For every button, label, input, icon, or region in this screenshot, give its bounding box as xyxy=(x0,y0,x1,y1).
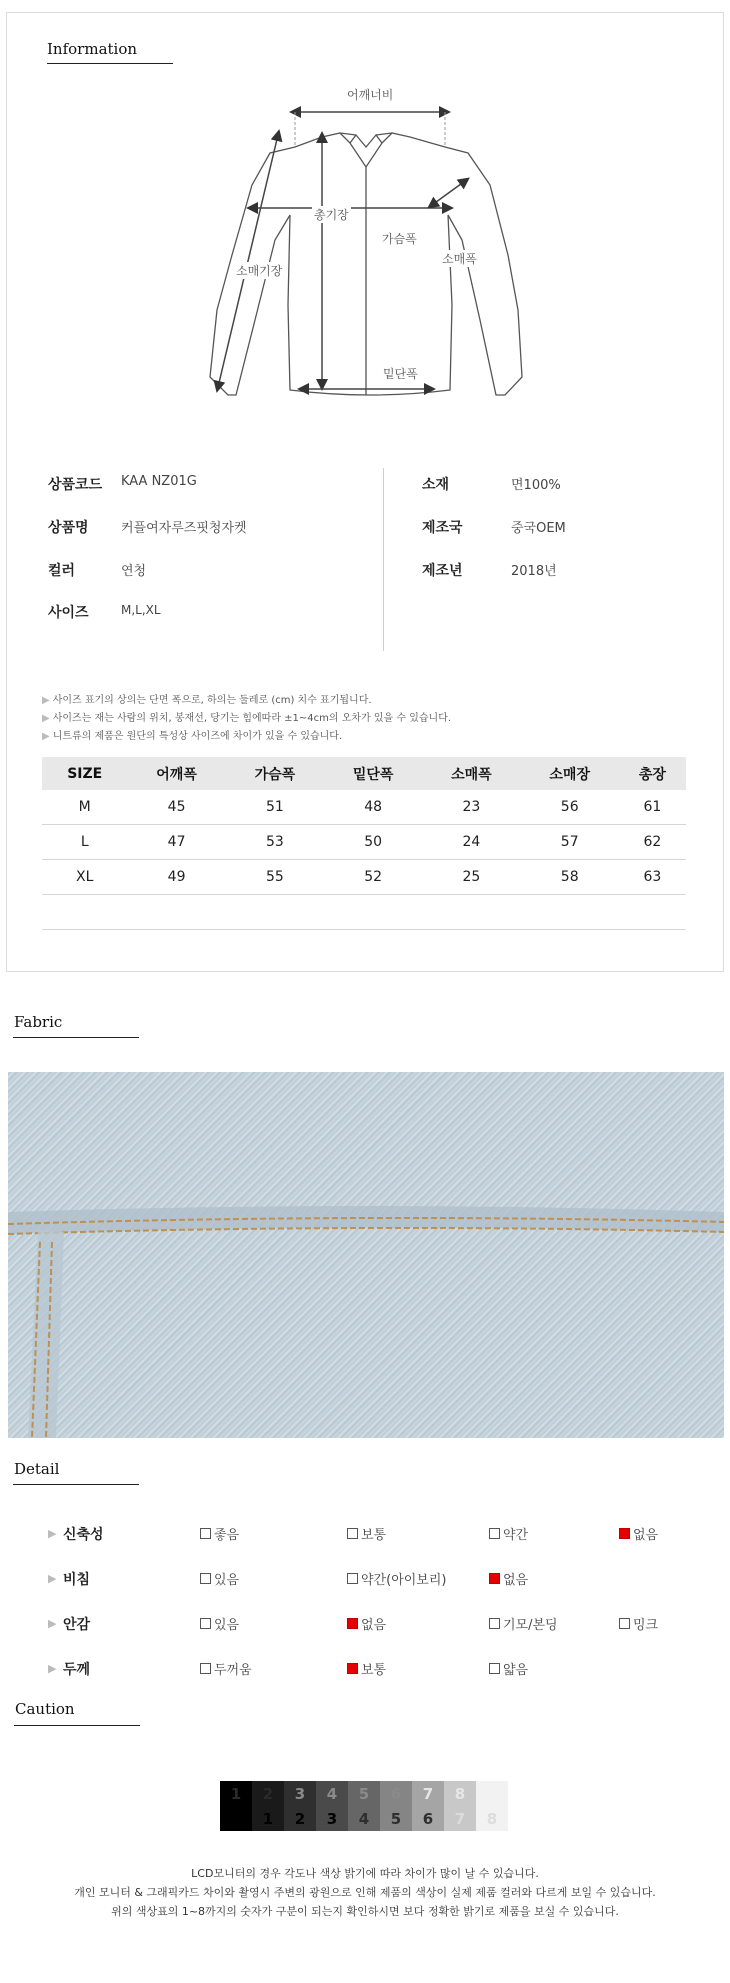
brightness-swatch-bottom: 7 xyxy=(444,1806,476,1831)
spec-key-size: 사이즈 xyxy=(48,605,89,621)
checkbox-icon xyxy=(489,1663,500,1674)
fabric-photo xyxy=(8,1072,724,1438)
spec-value-product-name: 커플여자루즈핏청자켓 xyxy=(121,521,247,536)
brightness-swatch-top: 6 xyxy=(380,1781,412,1806)
size-table xyxy=(42,757,686,930)
detail-option-stretch-slight[interactable]: 약간 xyxy=(489,1524,528,1543)
detail-key-thickness: 두께 xyxy=(63,1662,91,1678)
detail-bullet-icon: ▶ xyxy=(48,1662,57,1675)
detail-bullet-icon: ▶ xyxy=(48,1572,57,1585)
spec-key-product-code: 상품코드 xyxy=(48,477,103,493)
size-header-cell: 어깨폭 xyxy=(127,757,225,790)
brightness-swatch-bottom xyxy=(220,1806,252,1831)
brightness-color-chart xyxy=(220,1781,508,1831)
size-cell: 24 xyxy=(422,825,520,860)
table-row xyxy=(42,860,686,895)
checkbox-checked-icon xyxy=(489,1573,500,1584)
spec-value-year: 2018년 xyxy=(511,564,557,579)
size-cell: 51 xyxy=(226,790,324,825)
size-header-cell: 가슴폭 xyxy=(226,757,324,790)
detail-option-thickness-thick[interactable]: 두꺼움 xyxy=(200,1659,252,1678)
caution-line-2: 개인 모니터 & 그래픽카드 차이와 촬영시 주변의 광원으로 인해 제품의 색상이 실제 제품 컬러와 다르게 보일 수 있습니다. xyxy=(74,1886,656,1899)
brightness-swatch-bottom: 4 xyxy=(348,1806,380,1831)
checkbox-checked-icon xyxy=(619,1528,630,1539)
detail-option-sheer-slight[interactable]: 약간(아이보리) xyxy=(347,1569,447,1588)
detail-option-thickness-normal[interactable]: 보통 xyxy=(347,1659,386,1678)
information-title: Information xyxy=(47,40,138,58)
spec-value-color: 연청 xyxy=(121,564,147,579)
checkbox-icon xyxy=(200,1573,211,1584)
brightness-swatch-bottom: 1 xyxy=(252,1806,284,1831)
size-cell: 53 xyxy=(226,825,324,860)
brightness-swatch-top: 7 xyxy=(412,1781,444,1806)
checkbox-checked-icon xyxy=(347,1618,358,1629)
brightness-swatch-top: 3 xyxy=(284,1781,316,1806)
spec-key-country: 제조국 xyxy=(422,520,463,536)
size-cell: 63 xyxy=(619,860,686,895)
detail-option-lining-mink[interactable]: 밍크 xyxy=(619,1614,658,1633)
size-cell: 56 xyxy=(521,790,619,825)
detail-option-thickness-thin[interactable]: 얇음 xyxy=(489,1659,528,1678)
detail-option-stretch-good[interactable]: 좋음 xyxy=(200,1524,239,1543)
diagram-label-hem: 밑단폭 xyxy=(383,367,418,381)
size-cell: 25 xyxy=(422,860,520,895)
size-note-2: ▶ 사이즈는 재는 사람의 위치, 봉재선, 당기는 힘에따라 ±1~4cm의 오차가 있을 수 있습니다. xyxy=(42,713,452,724)
checkbox-icon xyxy=(489,1618,500,1629)
brightness-swatch-bottom: 6 xyxy=(412,1806,444,1831)
brightness-swatch-bottom: 2 xyxy=(284,1806,316,1831)
brightness-swatch-bottom: 3 xyxy=(316,1806,348,1831)
size-cell: 62 xyxy=(619,825,686,860)
brightness-swatch-bottom: 5 xyxy=(380,1806,412,1831)
size-cell: 52 xyxy=(324,860,422,895)
spec-key-material: 소재 xyxy=(422,477,450,493)
detail-option-sheer-none[interactable]: 없음 xyxy=(489,1569,528,1588)
size-header-cell: SIZE xyxy=(42,757,127,790)
detail-option-stretch-none[interactable]: 없음 xyxy=(619,1524,658,1543)
brightness-swatch-row-top xyxy=(220,1781,508,1806)
fabric-title: Fabric xyxy=(14,1013,63,1031)
size-table-header xyxy=(42,757,686,790)
caution-line-3: 위의 색상표의 1~8까지의 숫자가 구분이 되는지 확인하시면 보다 정확한 밝기로 제품을 보실 수 있습니다. xyxy=(111,1905,619,1918)
size-cell: 45 xyxy=(127,790,225,825)
brightness-swatch-row-bottom xyxy=(220,1806,508,1831)
spec-value-size: M,L,XL xyxy=(121,603,161,617)
size-header-cell: 소매장 xyxy=(521,757,619,790)
diagram-label-sleeve-length: 소매기장 xyxy=(236,264,283,278)
information-title-underline xyxy=(47,63,173,64)
detail-title-underline xyxy=(13,1484,139,1485)
detail-option-stretch-normal[interactable]: 보통 xyxy=(347,1524,386,1543)
size-cell: 48 xyxy=(324,790,422,825)
checkbox-icon xyxy=(200,1663,211,1674)
brightness-swatch-top: 2 xyxy=(252,1781,284,1806)
size-note-1: ▶ 사이즈 표기의 상의는 단면 폭으로, 하의는 둘레로 (cm) 치수 표기됩니다. xyxy=(42,695,372,706)
brightness-swatch-top: 1 xyxy=(220,1781,252,1806)
caution-title: Caution xyxy=(15,1700,75,1718)
spec-value-material: 면100% xyxy=(511,478,561,493)
size-empty-row xyxy=(42,895,686,930)
size-header-cell: 총장 xyxy=(619,757,686,790)
detail-bullet-icon: ▶ xyxy=(48,1617,57,1630)
diagram-label-sleeve-width: 소매폭 xyxy=(442,252,477,266)
size-cell: 50 xyxy=(324,825,422,860)
size-cell: XL xyxy=(42,860,127,895)
size-cell: 61 xyxy=(619,790,686,825)
checkbox-icon xyxy=(200,1528,211,1539)
checkbox-icon xyxy=(347,1528,358,1539)
size-cell: M xyxy=(42,790,127,825)
spec-key-product-name: 상품명 xyxy=(48,520,89,536)
brightness-swatch-top xyxy=(476,1781,508,1806)
spec-key-color: 컬러 xyxy=(48,563,76,579)
table-row xyxy=(42,825,686,860)
size-cell: 57 xyxy=(521,825,619,860)
diagram-label-total-length: 총기장 xyxy=(314,208,349,222)
size-cell: 58 xyxy=(521,860,619,895)
brightness-swatch-top: 8 xyxy=(444,1781,476,1806)
checkbox-icon xyxy=(347,1573,358,1584)
checkbox-icon xyxy=(619,1618,630,1629)
brightness-swatch-bottom: 8 xyxy=(476,1806,508,1831)
detail-option-lining-fleece[interactable]: 기모/본딩 xyxy=(489,1614,558,1633)
table-row xyxy=(42,790,686,825)
detail-option-sheer-yes[interactable]: 있음 xyxy=(200,1569,239,1588)
checkbox-checked-icon xyxy=(347,1663,358,1674)
size-cell: 47 xyxy=(127,825,225,860)
size-header-cell: 밑단폭 xyxy=(324,757,422,790)
size-cell: 55 xyxy=(226,860,324,895)
caution-line-1: LCD모니터의 경우 각도나 색상 밝기에 따라 차이가 많이 날 수 있습니다. xyxy=(191,1867,539,1880)
spec-divider xyxy=(383,468,384,651)
detail-key-lining: 안감 xyxy=(63,1617,91,1633)
spec-key-year: 제조년 xyxy=(422,563,463,579)
caution-title-underline xyxy=(14,1725,140,1726)
brightness-swatch-top: 4 xyxy=(316,1781,348,1806)
denim-seam-graphic xyxy=(8,1072,724,1438)
jacket-size-diagram xyxy=(200,95,540,420)
spec-value-country: 중국OEM xyxy=(511,521,566,536)
spec-value-product-code: KAA NZ01G xyxy=(121,474,197,489)
diagram-label-chest: 가슴폭 xyxy=(382,232,417,246)
detail-bullet-icon: ▶ xyxy=(48,1527,57,1540)
fabric-title-underline xyxy=(13,1037,139,1038)
size-header-cell: 소매폭 xyxy=(422,757,520,790)
detail-key-sheerness: 비침 xyxy=(63,1572,91,1588)
diagram-label-shoulder: 어깨너비 xyxy=(347,88,394,102)
checkbox-icon xyxy=(489,1528,500,1539)
size-cell: 49 xyxy=(127,860,225,895)
brightness-swatch-top: 5 xyxy=(348,1781,380,1806)
detail-key-stretch: 신축성 xyxy=(63,1527,104,1543)
table-row xyxy=(42,895,686,930)
detail-option-lining-yes[interactable]: 있음 xyxy=(200,1614,239,1633)
size-cell: L xyxy=(42,825,127,860)
detail-title: Detail xyxy=(14,1460,60,1478)
size-note-3: ▶ 니트류의 제품은 원단의 특성상 사이즈에 차이가 있을 수 있습니다. xyxy=(42,731,343,742)
checkbox-icon xyxy=(200,1618,211,1629)
detail-option-lining-none[interactable]: 없음 xyxy=(347,1614,386,1633)
size-cell: 23 xyxy=(422,790,520,825)
